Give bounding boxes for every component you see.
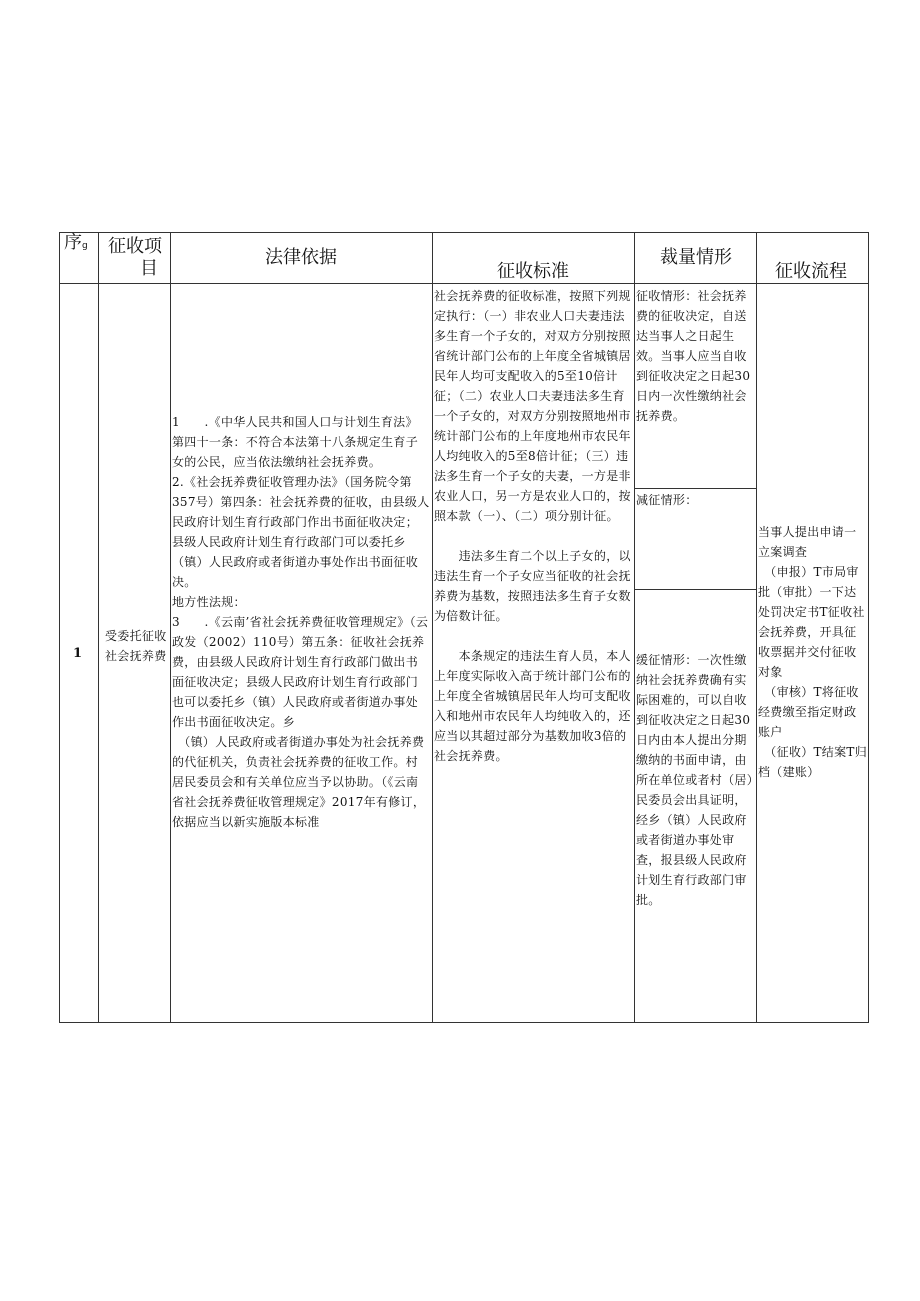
- process-text: [758, 522, 867, 782]
- process-step-3: （审核）T将征收经费缴至指定财政账户: [758, 685, 859, 739]
- legal-item-1: 1 .《中华人民共和国人口与计划生育法》第四十一条：不符合本法第十八条规定生育子女的公民，应当依法缴纳社会抚养费。: [172, 415, 419, 469]
- col-divider-2: [170, 232, 171, 1023]
- levy-table: [59, 232, 869, 1023]
- discretion-divider-1: [634, 488, 756, 489]
- standard-text: [434, 286, 632, 766]
- header-item-line1: 征收项: [108, 236, 162, 257]
- table-top-border: [59, 232, 869, 233]
- col-divider-3: [432, 232, 433, 1023]
- discretion-divider-2: [634, 589, 756, 590]
- legal-item-2: 2.《社会抚养费征收管理办法》（国务院令第357号）第四条：社会抚养费的征收，由县级人民政府计划生育行政部门作出书面征收决定；县级人民政府计划生育行政部门可以委托乡（镇）人民政府或者街道办事处作出书面征收决。: [172, 475, 430, 589]
- row-item: 受委托征收社会抚养费: [105, 629, 167, 663]
- legal-basis-text: [172, 412, 430, 832]
- standard-para-2: 违法多生育二个以上子女的，以违法生育一个子女应当征收的社会抚养费为基数，按照违法多生育子女数为倍数计征。: [434, 549, 631, 623]
- table-left-border: [59, 232, 60, 1023]
- legal-local-heading: 地方性法规：: [172, 595, 246, 609]
- header-seq-label: 序: [64, 232, 82, 253]
- header-standard: 征收标准: [497, 261, 569, 282]
- discretion-defer: 缓征情形：一次性缴纳社会抚养费确有实际困难的，可以自收到征收决定之日起30日内由本人提出分期缴纳的书面申请，由所在单位或者村（居）民委员会出具证明，经乡（镇）人民政府或者街道办事处审查，报县级人民政府计划生育行政部门审批。: [636, 653, 754, 907]
- row-seq: 1: [73, 646, 83, 661]
- legal-item-3: 3 .《云南’省社会抚养费征收管理规定》（云政发（2002）110号）第五条：征收社会抚养费，由县级人民政府计划生育行政部门做出书面征收决定；县级人民政府计划生育行政部门也可以委托乡（镇）人民政府或者街道办事处作出书面征收决定。乡: [172, 615, 429, 729]
- header-process: 征收流程: [775, 261, 847, 282]
- process-step-1: 当事人提出申请一立案调查: [758, 525, 857, 559]
- col-divider-4: [634, 232, 635, 1023]
- discretion-levy: 征收情形：社会抚养费的征收决定，自送达当事人之日起生效。当事人应当自收到征收决定之日起30日内一次性缴纳社会抚养费。: [636, 289, 751, 423]
- standard-para-3: 本条规定的违法生育人员，本人上年度实际收入高于统计部门公布的上年度全省城镇居民年人均可支配收入和地州市农民年人均纯收入的，还应当以其超过部分为基数加收3倍的社会抚养费。: [434, 649, 631, 763]
- header-seq: [64, 232, 88, 257]
- table-right-border: [868, 232, 869, 1023]
- process-step-4: （征收）T结案T归档（建账）: [758, 745, 868, 779]
- col-divider-5: [756, 232, 757, 1023]
- header-item: [102, 236, 168, 280]
- col-divider-1: [98, 232, 99, 1023]
- header-discretion: 裁量情形: [660, 247, 732, 268]
- header-seq-suffix: g: [82, 241, 88, 251]
- header-bottom-border: [59, 283, 869, 284]
- standard-para-1: 社会抚养费的征收标准，按照下列规定执行：（一）非农业人口夫妻违法多生育一个子女的，对双方分别按照省统计部门公布的上年度全省城镇居民年人均可支配收入的5至10倍计征；（二）农业人口夫妻违法多生育一个子女的，对双方分别按照地州市统计部门公布的上年度地州市农民年人均纯收入的5至8倍计征；（三）违法多生育一个子女的夫妻，一方是非农业人口，另一方是农业人口的，按照本款（一）、（二）项分别计征。: [434, 289, 631, 523]
- header-item-line2: 目: [140, 258, 158, 279]
- discretion-reduce: 减征情形：: [636, 493, 698, 507]
- table-bottom-border: [59, 1022, 869, 1023]
- header-legal-basis: 法律依据: [265, 247, 337, 268]
- legal-item-3-cont: （镇）人民政府或者街道办事处为社会抚养费的代征机关，负责社会抚养费的征收工作。村居民委员会和有关单位应当予以协助。（《云南省社会抚养费征收管理规定》2017年有修订，依据应当以新实施版本标准: [172, 735, 426, 829]
- process-step-2: （申报）T市局审批（审批）一下达处罚决定书T征收社会抚养费，开具征收票据并交付征收对象: [758, 565, 865, 679]
